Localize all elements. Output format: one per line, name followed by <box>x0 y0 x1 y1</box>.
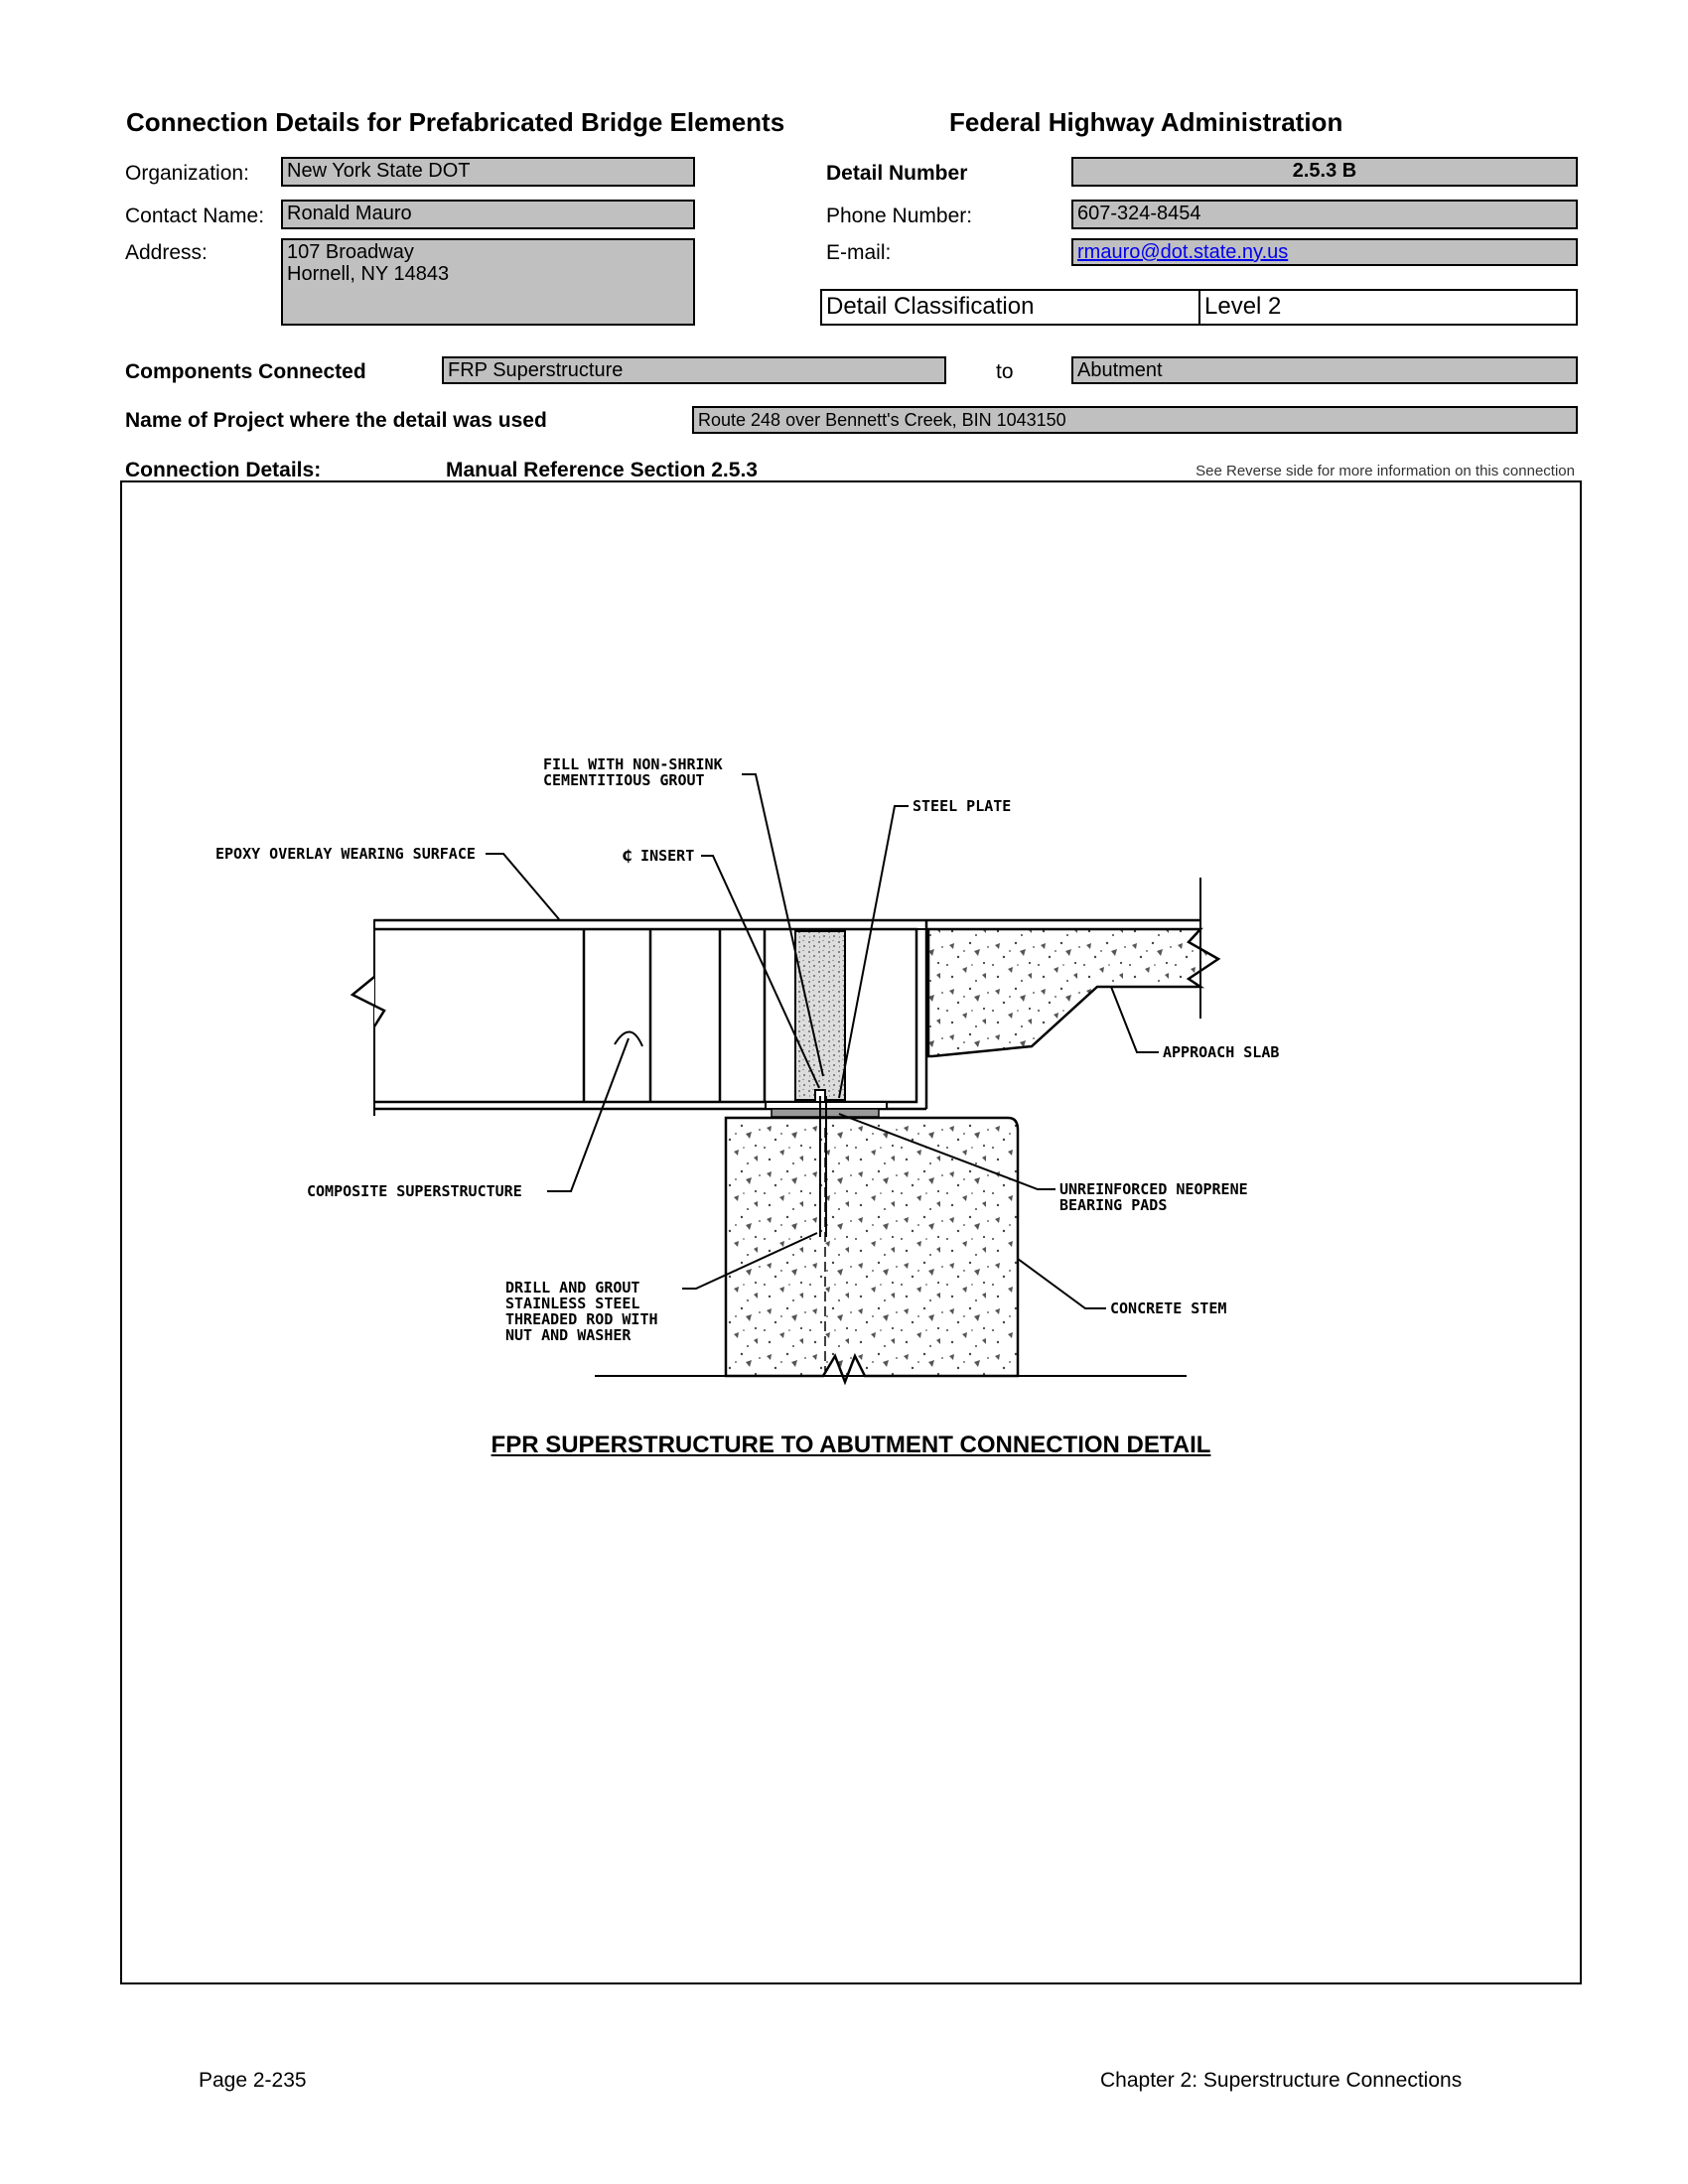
detail-number-field[interactable]: 2.5.3 B <box>1071 157 1578 187</box>
address-line-1: 107 Broadway <box>287 241 414 263</box>
components-label: Components Connected <box>125 360 366 383</box>
detail-number-label: Detail Number <box>826 162 968 185</box>
email-link[interactable]: rmauro@dot.state.ny.us <box>1077 241 1289 263</box>
page-title: Connection Details for Prefabricated Bridge Elements <box>126 107 785 137</box>
agency-title: Federal Highway Administration <box>949 107 1343 137</box>
label-composite: COMPOSITE SUPERSTRUCTURE <box>307 1182 522 1200</box>
label-insert: ₵ INSERT <box>623 847 695 865</box>
label-fill-line-2: CEMENTITIOUS GROUT <box>543 771 705 789</box>
approach-slab <box>928 929 1218 1056</box>
superstructure-deck <box>374 920 926 929</box>
contact-label: Contact Name: <box>125 205 265 227</box>
address-label: Address: <box>125 241 208 264</box>
label-concrete-stem: CONCRETE STEM <box>1110 1299 1227 1317</box>
organization-field[interactable]: New York State DOT <box>281 157 695 187</box>
label-drill-line-1: DRILL AND GROUT <box>505 1279 640 1297</box>
project-label: Name of Project where the detail was used <box>125 409 547 432</box>
manual-reference: Manual Reference Section 2.5.3 <box>446 459 758 481</box>
label-steel-plate: STEEL PLATE <box>913 797 1012 815</box>
label-drill-line-4: NUT AND WASHER <box>505 1326 632 1344</box>
grout-fill <box>795 931 845 1100</box>
page-number: Page 2-235 <box>199 2069 307 2092</box>
label-drill-line-2: STAINLESS STEEL <box>505 1295 640 1312</box>
label-approach-slab: APPROACH SLAB <box>1163 1043 1280 1061</box>
component-from-field[interactable]: FRP Superstructure <box>442 356 946 384</box>
connection-detail-drawing <box>122 482 1580 1982</box>
drawing-frame <box>120 480 1582 1984</box>
phone-label: Phone Number: <box>826 205 973 227</box>
drawing-title: FPR SUPERSTRUCTURE TO ABUTMENT CONNECTION DETAIL <box>491 1432 1211 1458</box>
phone-field[interactable]: 607-324-8454 <box>1071 200 1578 229</box>
contact-field[interactable]: Ronald Mauro <box>281 200 695 229</box>
label-neoprene-line-1: UNREINFORCED NEOPRENE <box>1059 1180 1248 1198</box>
label-epoxy: EPOXY OVERLAY WEARING SURFACE <box>215 845 476 863</box>
component-to-field[interactable]: Abutment <box>1071 356 1578 384</box>
organization-label: Organization: <box>125 162 249 185</box>
chapter-footer: Chapter 2: Superstructure Connections <box>1100 2069 1463 2092</box>
address-field[interactable] <box>281 238 695 326</box>
address-line-2: Hornell, NY 14843 <box>287 263 450 285</box>
reverse-note: See Reverse side for more information on this connection <box>1196 463 1575 479</box>
classification-label: Detail Classification <box>820 289 1200 326</box>
email-field[interactable] <box>1071 238 1578 266</box>
classification-value[interactable]: Level 2 <box>1198 289 1578 326</box>
email-label: E-mail: <box>826 241 892 264</box>
break-symbol-left <box>352 977 384 1026</box>
concrete-stem <box>726 1118 1018 1382</box>
connection-details-label: Connection Details: <box>125 459 322 481</box>
project-field[interactable]: Route 248 over Bennett's Creek, BIN 1043150 <box>692 406 1578 434</box>
to-label: to <box>996 360 1014 383</box>
label-fill-line-1: FILL WITH NON-SHRINK <box>543 755 723 773</box>
label-drill-line-3: THREADED ROD WITH <box>505 1310 658 1328</box>
label-neoprene-line-2: BEARING PADS <box>1059 1196 1168 1214</box>
